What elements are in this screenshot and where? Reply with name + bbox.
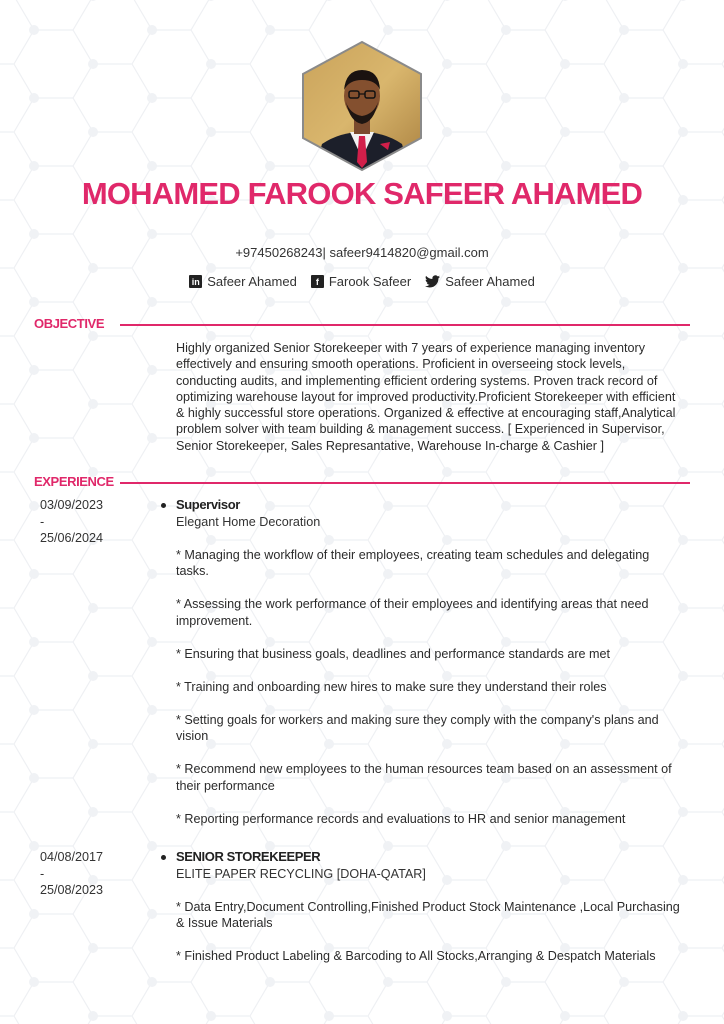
job-start-date: 03/09/2023 (40, 498, 104, 512)
experience-header (34, 474, 690, 490)
job-duty: * Assessing the work performance of their employees and identifying areas that need improvement. (176, 597, 649, 628)
job-details (176, 497, 682, 827)
date-dash: - (40, 514, 45, 529)
contact-line (0, 245, 724, 260)
social-label: Safeer Ahamed (207, 274, 297, 289)
job-start-date: 04/08/2017 (40, 850, 104, 864)
social-links (0, 274, 724, 289)
social-link-facebook[interactable] (311, 274, 411, 289)
phone-number[interactable]: +97450268243 (235, 245, 323, 260)
job-end-date: 25/08/2023 (40, 883, 104, 897)
job-duty: * Ensuring that business goals, deadlines and performance standards are met (176, 646, 611, 661)
twitter-icon (425, 275, 440, 288)
job-duty: * Finished Product Labeling & Barcoding to All Stocks,Arranging & Despatch Materials (176, 949, 656, 963)
bullet-icon (161, 855, 166, 860)
email-address[interactable]: safeer9414820@gmail.com (329, 245, 489, 260)
social-link-twitter[interactable] (425, 274, 535, 289)
job-role: SENIOR STOREKEEPER (176, 849, 321, 864)
job-dates (40, 849, 130, 899)
job-details (176, 849, 682, 965)
job-duty: * Reporting performance records and evaluations to HR and senior management (176, 811, 626, 826)
job-duty: * Recommend new employees to the human resources team based on an assessment of their performance (176, 762, 672, 793)
date-dash: - (40, 866, 45, 881)
job-dates (40, 497, 130, 547)
job-company: Elegant Home Decoration (176, 514, 321, 529)
job-duty: * Setting goals for workers and making sure they comply with the company's plans and vision (176, 712, 659, 743)
job-duty: * Training and onboarding new hires to make sure they understand their roles (176, 679, 607, 694)
linkedin-icon: in (189, 275, 202, 288)
social-label: Safeer Ahamed (445, 274, 535, 289)
bullet-icon (161, 503, 166, 508)
candidate-name: MOHAMED FAROOK SAFEER AHAMED (81, 176, 643, 211)
objective-header (34, 316, 690, 332)
job-end-date: 25/06/2024 (40, 531, 104, 545)
job-company: ELITE PAPER RECYCLING [DOHA-QATAR] (176, 866, 426, 881)
objective-text: Highly organized Senior Storekeeper with 7 years of experience managing inventory effectively and ensuring smooth operations. Proficient in overseeing stock levels, conducting audits, and implementing efficient ordering systems. Proven track record of optimizing warehouse layout for improved productivity.Proficient Storekeeper with efficient & highly successful store operations. Organized & effective at encouraging staff,Analytical problem solver with team building & management success. [ Experienced in Supervisor, Senior Storekeeper, Sales Represantative, Warehouse In-charge & Cashier ] (176, 341, 676, 453)
job-role: Supervisor (176, 497, 240, 512)
experience-title: EXPERIENCE (34, 474, 114, 489)
objective-title: OBJECTIVE (34, 316, 105, 331)
social-label: Farook Safeer (328, 274, 412, 289)
job-duty: * Data Entry,Document Controlling,Finished Product Stock Maintenance ,Local Purchasing & Issue Materials (176, 899, 680, 930)
contact-separator: | (322, 245, 326, 260)
facebook-icon: f (311, 275, 324, 288)
section-divider (120, 324, 690, 326)
job-duty: * Managing the workflow of their employees, creating team schedules and delegating tasks. (176, 547, 650, 578)
profile-photo (300, 40, 424, 172)
section-divider (120, 482, 690, 484)
social-link-linkedin[interactable] (189, 274, 297, 289)
avatar (300, 40, 424, 172)
